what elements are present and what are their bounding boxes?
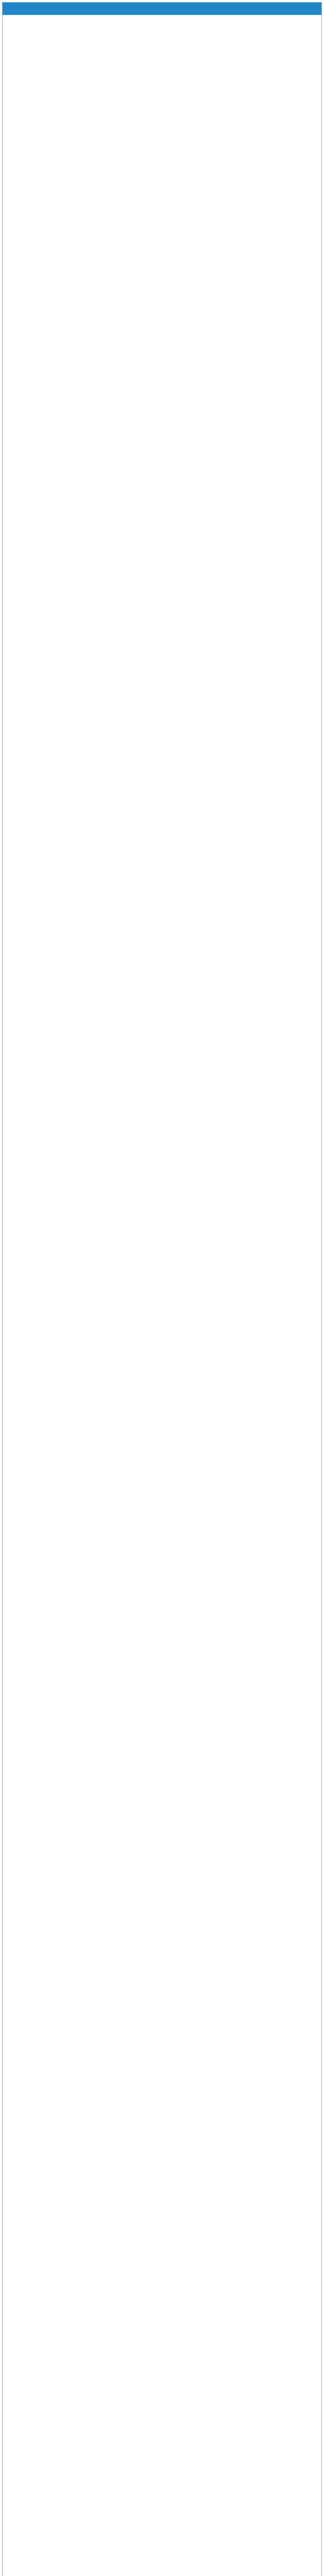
header-content	[144, 3, 321, 15]
header-theme	[71, 3, 144, 15]
header-date	[25, 3, 71, 15]
table-header	[3, 3, 321, 15]
header-province	[3, 3, 25, 15]
policy-table	[2, 2, 322, 2576]
